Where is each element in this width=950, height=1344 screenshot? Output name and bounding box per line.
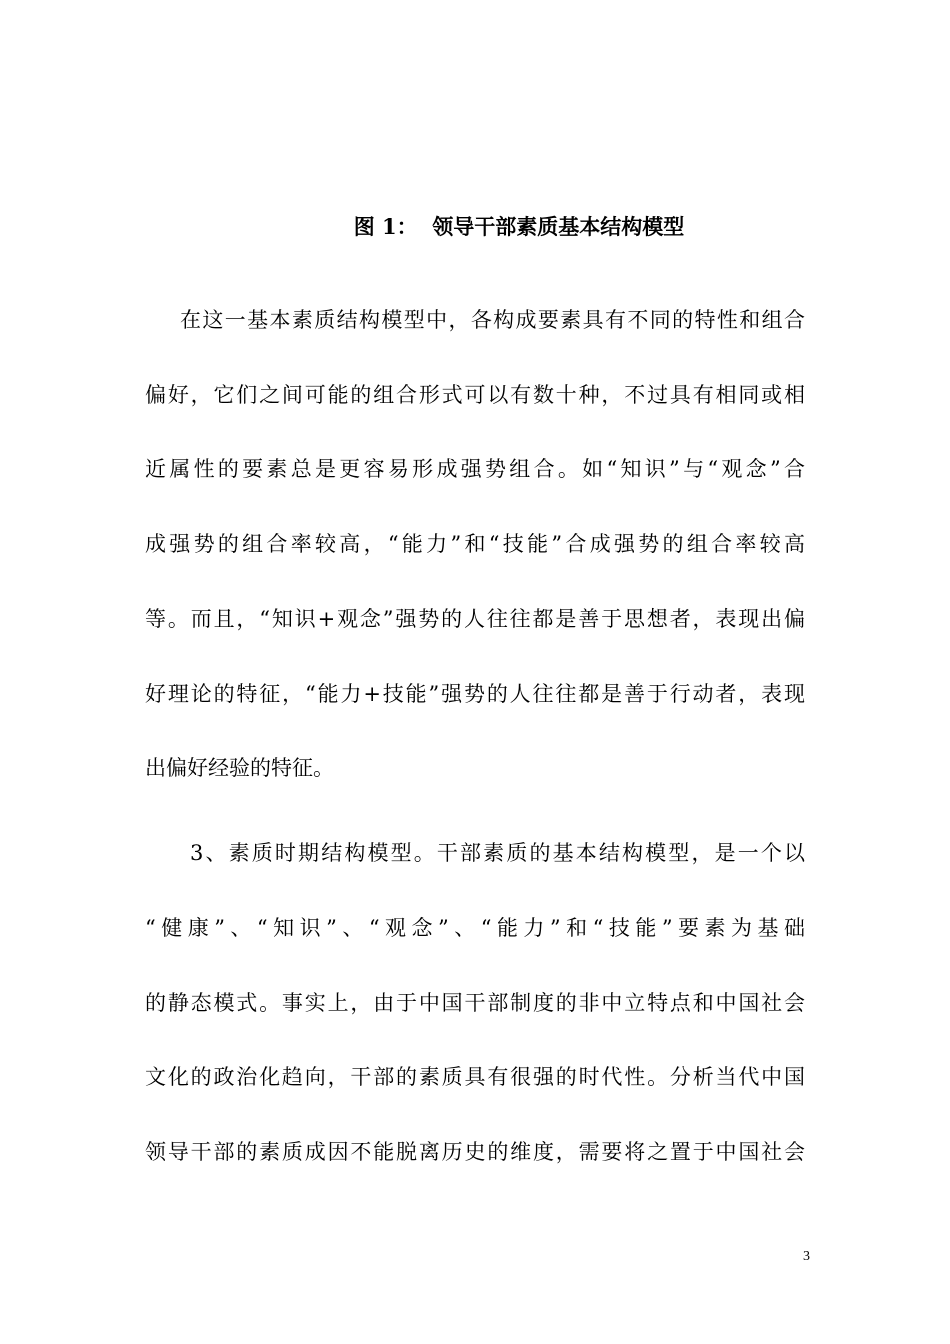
text-line: 在这一基本素质结构模型中，各构成要素具有不同的特性和组合 bbox=[180, 308, 805, 332]
text-line: 偏好，它们之间可能的组合形式可以有数十种，不过具有相同或相 bbox=[145, 383, 805, 407]
page-number: 3 bbox=[803, 1249, 810, 1264]
figure-caption: 图 1： 领导干部素质基本结构模型 bbox=[353, 214, 685, 239]
text-line: 领导干部的素质成因不能脱离历史的维度，需要将之置于中国社会 bbox=[145, 1140, 805, 1164]
text-line: “健康”、“知识”、“观念”、“能力”和“技能”要素为基础 bbox=[145, 916, 805, 940]
text-line: 的静态模式。事实上，由于中国干部制度的非中立特点和中国社会 bbox=[145, 991, 805, 1015]
text-line: 近属性的要素总是更容易形成强势组合。如“知识”与“观念”合 bbox=[145, 457, 805, 481]
text-line: 等。而且，“知识+观念”强势的人往往都是善于思想者，表现出偏 bbox=[145, 607, 805, 631]
text-line: 好理论的特征，“能力+技能”强势的人往往都是善于行动者，表现 bbox=[145, 682, 805, 706]
text-line: 文化的政治化趋向，干部的素质具有很强的时代性。分析当代中国 bbox=[145, 1065, 805, 1089]
text-line: 3、素质时期结构模型。干部素质的基本结构模型，是一个以 bbox=[190, 841, 805, 865]
text-line: 出偏好经验的特征。 bbox=[145, 756, 334, 780]
text-line: 成强势的组合率较高，“能力”和“技能”合成强势的组合率较高 bbox=[145, 532, 805, 556]
